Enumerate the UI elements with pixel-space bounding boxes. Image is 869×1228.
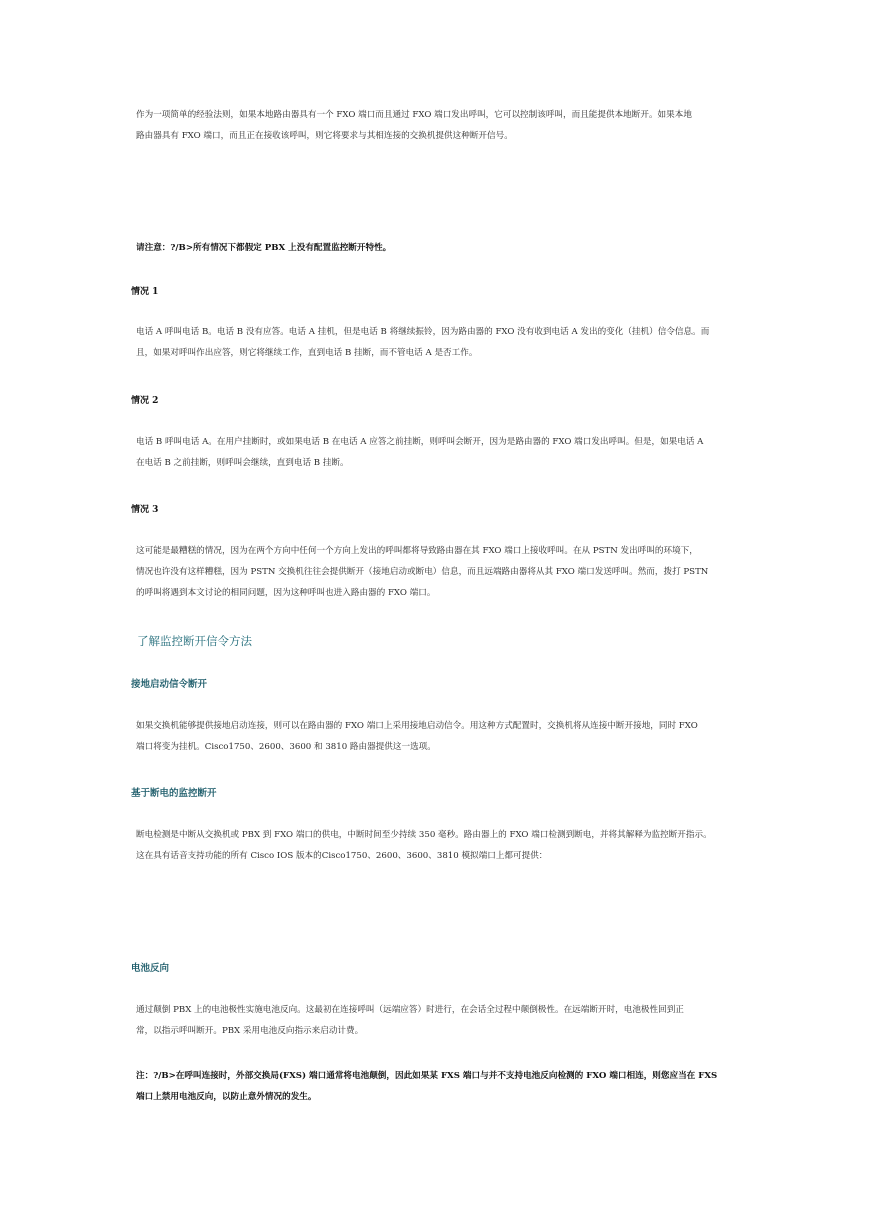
- case-1-line-1: 电话 A 呼叫电话 B。电话 B 没有应答。电话 A 挂机，但是电话 B 将继续振铃，因为路由器的 FXO 没有收到电话 A 发出的变化（挂机）信令信息。而: [136, 327, 710, 337]
- intro-line-2: 路由器具有 FXO 端口，而且正在接收该呼叫，则它将要求与其相连接的交换机提供这种断开信号。: [136, 131, 513, 141]
- case-3-line-3: 的呼叫将遇到本文讨论的相同问题，因为这种呼叫也进入路由器的 FXO 端口。: [136, 588, 436, 598]
- case-1-heading: 情况 1: [131, 287, 159, 297]
- ground-start-line-2: 端口将变为挂机。Cisco1750、2600、3600 和 3810 路由器提供这一选项。: [136, 742, 436, 752]
- note-no-supervisory-disconnect: 请注意：?/B>所有情况下都假定 PBX 上没有配置监控断开特性。: [136, 243, 392, 253]
- power-denial-paragraph: [136, 825, 736, 867]
- power-denial-line-1: 断电检测是中断从交换机或 PBX 到 FXO 端口的供电，中断时间至少持续 350 毫秒。路由器上的 FXO 端口检测到断电，并将其解释为监控断开指示。: [136, 830, 712, 840]
- case-1-paragraph: [136, 322, 736, 364]
- power-denial-heading: 基于断电的监控断开: [131, 788, 217, 799]
- case-2-line-1: 电话 B 呼叫电话 A。在用户挂断时，或如果电话 B 在电话 A 应答之前挂断，则呼叫会断开，因为是路由器的 FXO 端口发出呼叫。但是，如果电话 A: [136, 437, 704, 447]
- case-2-line-2: 在电话 B 之前挂断，则呼叫会继续，直到电话 B 挂断。: [136, 458, 349, 468]
- note-2-line-1: 注：?/B>在呼叫连接时，外部交换局(FXS) 端口通常将电池颠倒，因此如果某 FXS 端口与并不支持电池反向检测的 FXO 端口相连，则您应当在 FXS: [136, 1071, 718, 1081]
- case-3-heading: 情况 3: [131, 505, 159, 515]
- note-battery-reversal: [136, 1066, 736, 1108]
- case-1-line-2: 且，如果对呼叫作出应答，则它将继续工作，直到电话 B 挂断，而不管电话 A 是否工作。: [136, 348, 478, 358]
- note-2-line-2: 端口上禁用电池反向，以防止意外情况的发生。: [136, 1092, 317, 1102]
- battery-reversal-paragraph: [136, 1000, 736, 1042]
- case-3-paragraph: [136, 541, 736, 604]
- section-title: 了解监控断开信令方法: [137, 634, 252, 648]
- ground-start-heading: 接地启动信令断开: [131, 679, 208, 690]
- battery-reversal-line-1: 通过颠倒 PBX 上的电池极性实施电池反向。这最初在连接呼叫（远端应答）时进行，在会话全过程中颠倒极性。在远端断开时，电池极性回到正: [136, 1005, 684, 1015]
- case-3-line-1: 这可能是最糟糕的情况，因为在两个方向中任何一个方向上发出的呼叫都将导致路由器在其 FXO 端口上接收呼叫。在从 PSTN 发出呼叫的环境下，: [136, 546, 698, 556]
- battery-reversal-heading: 电池反向: [131, 963, 170, 974]
- power-denial-line-2: 这在具有话音支持功能的所有 Cisco IOS 版本的Cisco1750、2600、3600、3810 模拟端口上都可提供：: [136, 851, 548, 861]
- intro-paragraph: [136, 105, 736, 147]
- case-2-heading: 情况 2: [131, 396, 159, 406]
- battery-reversal-line-2: 常，以指示呼叫断开。PBX 采用电池反向指示来启动计费。: [136, 1026, 364, 1036]
- ground-start-line-1: 如果交换机能够提供接地启动连接，则可以在路由器的 FXO 端口上采用接地启动信令。用这种方式配置时，交换机将从连接中断开接地，同时 FXO: [136, 721, 698, 731]
- ground-start-paragraph: [136, 716, 736, 758]
- case-3-line-2: 情况也许没有这样糟糕，因为 PSTN 交换机往往会提供断开（接地启动或断电）信息，而且远端路由器将从其 FXO 端口发送呼叫。然而，拨打 PSTN: [136, 567, 709, 577]
- intro-line-1: 作为一项简单的经验法则，如果本地路由器具有一个 FXO 端口而且通过 FXO 端口发出呼叫，它可以控制该呼叫，而且能提供本地断开。如果本地: [136, 110, 692, 120]
- case-2-paragraph: [136, 432, 736, 474]
